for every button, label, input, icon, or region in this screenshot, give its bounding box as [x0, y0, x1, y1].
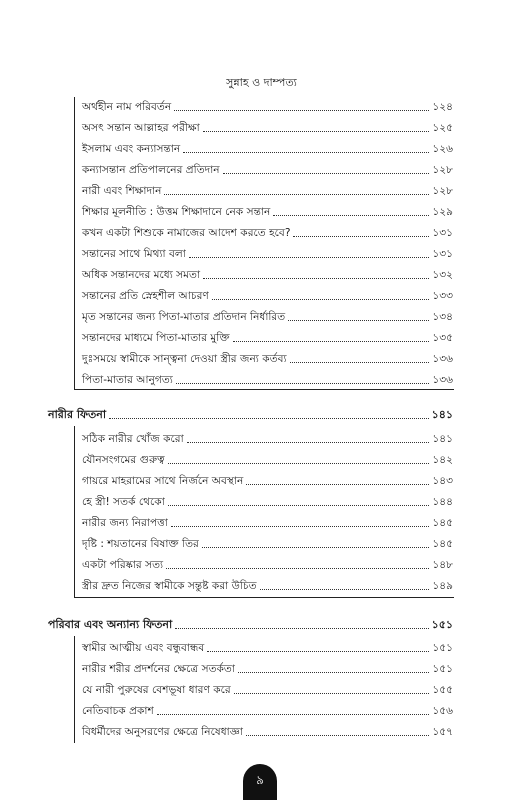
toc-entry-page: ১৫৭ — [432, 726, 453, 738]
dot-leader — [246, 483, 429, 485]
dot-leader — [207, 650, 429, 652]
toc-entry-page: ১৪২ — [432, 454, 453, 466]
toc-entry-page: ১৪৫ — [432, 538, 453, 550]
toc-entry[interactable] — [82, 325, 453, 347]
toc-entry-page: ১২৬ — [432, 143, 453, 155]
dot-leader — [166, 567, 429, 569]
toc-entry[interactable] — [82, 241, 453, 263]
toc-entry[interactable] — [82, 698, 453, 720]
toc-section-title: পরিবার এবং অন্যান্য ফিতনা — [48, 618, 173, 631]
toc-entry-title: সঠিক নারীর খোঁজ করো — [82, 433, 184, 445]
toc-entry-title: স্বামীর আত্মীয় এবং বন্ধুবান্ধব — [82, 642, 205, 654]
toc-entry[interactable] — [82, 426, 453, 448]
toc-entry-page: ১২৮ — [432, 185, 453, 197]
toc-entry-title: পিতা-মাতার আনুগত্য — [82, 374, 173, 386]
dot-leader — [157, 713, 430, 715]
toc-entry-page: ১৩১ — [432, 248, 453, 260]
toc-entry-title: অসৎ সন্তান আল্লাহর পরীক্ষা — [82, 122, 200, 134]
toc-entry-title: অধিক সন্তানদের মধ্যে সমতা — [82, 269, 201, 281]
toc-entry-page: ১৩১ — [432, 227, 453, 239]
toc-entry[interactable] — [82, 635, 453, 657]
dot-leader — [246, 734, 429, 736]
dot-leader — [273, 214, 429, 216]
toc-entry[interactable] — [82, 531, 453, 553]
page-number-tab: ৯ — [243, 764, 277, 800]
dot-leader — [238, 671, 429, 673]
toc-entry-page: ১৪৯ — [432, 580, 453, 592]
group1-bottom-line — [74, 389, 454, 390]
dot-leader — [233, 340, 430, 342]
dot-leader — [187, 441, 430, 443]
toc-entry-title: সন্তানের সাথে মিথ্যা বলা — [82, 248, 186, 260]
dot-leader — [293, 235, 429, 237]
toc-entry-title: বিধর্মীদের অনুসরণের ক্ষেত্রে নিষেধাজ্ঞা — [82, 726, 243, 738]
toc-entry-title: নেতিবাচক প্রকাশ — [82, 705, 154, 717]
toc-entry-page: ১২৯ — [432, 206, 453, 218]
toc-entry-page: ১৪১ — [432, 433, 453, 445]
toc-entry-title: শিক্ষার মূলনীতি : উত্তম শিক্ষাদানে নেক সন্তান — [82, 206, 271, 218]
toc-entry[interactable] — [82, 262, 453, 284]
dot-leader — [260, 588, 430, 590]
dot-leader — [202, 546, 430, 548]
toc-entry-page: ১৩৩ — [432, 290, 453, 302]
toc-entry-page: ১৫১ — [432, 663, 453, 675]
dot-leader — [174, 109, 429, 111]
toc-entry-page: ১৪৫ — [432, 517, 453, 529]
running-head: সুন্নাহ ও দাম্পত্য — [226, 76, 297, 89]
toc-entry[interactable] — [82, 447, 453, 469]
dot-leader — [109, 417, 429, 419]
toc-entry[interactable] — [82, 115, 453, 137]
toc-section-page: ১৫১ — [431, 618, 453, 631]
toc-entry[interactable] — [82, 346, 453, 368]
group3-bracket-line — [74, 636, 75, 743]
toc-entry-title: নারীর শরীর প্রদর্শনের ক্ষেত্রে সতর্কতা — [82, 663, 235, 675]
toc-entry[interactable] — [82, 573, 453, 595]
toc-entry-page: ১৩৬ — [432, 374, 453, 386]
group2-bracket-line — [74, 426, 75, 597]
toc-entry[interactable] — [82, 157, 453, 179]
toc-entry-title: নারীর জন্য নিরাপত্তা — [82, 517, 168, 529]
toc-entry[interactable] — [82, 510, 453, 532]
dot-leader — [290, 361, 430, 363]
toc-entry[interactable] — [82, 94, 453, 116]
dot-leader — [164, 193, 429, 195]
toc-entry[interactable] — [82, 199, 453, 221]
dot-leader — [234, 692, 430, 694]
toc-entry-page: ১২৫ — [432, 122, 453, 134]
toc-entry-page: ১৪৪ — [432, 496, 453, 508]
toc-entry-page: ১৩২ — [432, 269, 453, 281]
toc-entry-page: ১৩৬ — [432, 353, 453, 365]
toc-entry-title: গায়রে মাহরামের সাথে নির্জনে অবস্থান — [82, 475, 244, 487]
toc-entry[interactable] — [82, 220, 453, 242]
toc-entry[interactable] — [82, 178, 453, 200]
toc-entry-title: কখন একটা শিশুকে নামাজের আদেশ করতে হবে? — [82, 227, 291, 239]
toc-entry-title: স্ত্রীর দ্রুত নিজের স্বামীকে সন্তুষ্ট করা উচিত — [82, 580, 257, 592]
dot-leader — [189, 256, 430, 258]
toc-entry-page: ১২৪ — [432, 101, 453, 113]
toc-entry-title: নারী এবং শিক্ষাদান — [82, 185, 162, 197]
toc-entry-page: ১৪৮ — [432, 559, 453, 571]
toc-entry[interactable] — [82, 656, 453, 678]
toc-entry-title: একটা পরিষ্কার সত্য — [82, 559, 164, 571]
toc-entry-page: ১৫৫ — [432, 684, 453, 696]
toc-entry-title: দুঃসময়ে স্বামীকে সান্ত্বনা দেওয়া স্ত্রীর জন্য কর্তব্য — [82, 353, 287, 365]
toc-section-title: নারীর ফিতনা — [48, 408, 107, 421]
dot-leader — [288, 319, 429, 321]
toc-entry-page: ১৪৩ — [432, 475, 453, 487]
toc-entry[interactable] — [82, 468, 453, 490]
group2-bottom-line — [74, 597, 454, 598]
toc-entry-title: যে নারী পুরুষের বেশভূষা ধারণ করে — [82, 684, 231, 696]
toc-entry[interactable] — [82, 136, 453, 158]
toc-entry[interactable] — [82, 304, 453, 326]
toc-entry-title: অর্থহীন নাম পরিবর্তন — [82, 101, 172, 113]
toc-entry[interactable] — [82, 367, 453, 389]
dot-leader — [168, 462, 430, 464]
toc-entry-title: ইসলাম এবং কন্যাসন্তান — [82, 143, 181, 155]
dot-leader — [212, 298, 430, 300]
toc-section-heading[interactable] — [48, 612, 453, 634]
toc-entry[interactable] — [82, 283, 453, 305]
toc-entry-title: সন্তানদের মাধ্যমে পিতা-মাতার মুক্তি — [82, 332, 230, 344]
toc-entry-page: ১২৮ — [432, 164, 453, 176]
toc-entry-title: মৃত সন্তানের জন্য পিতা-মাতার প্রতিদান নির্ধারিত — [82, 311, 286, 323]
toc-entry[interactable] — [82, 677, 453, 699]
toc-entry[interactable] — [82, 489, 453, 511]
toc-entry-title: হে স্ত্রী! সতর্ক থেকো — [82, 496, 165, 508]
toc-section-heading[interactable] — [48, 402, 453, 424]
dot-leader — [168, 504, 430, 506]
toc-entry-page: ১৩৫ — [432, 332, 453, 344]
group1-bracket-line — [74, 97, 75, 389]
toc-entry-page: ১৫১ — [432, 642, 453, 654]
dot-leader — [171, 525, 430, 527]
dot-leader — [183, 151, 429, 153]
dot-leader — [203, 130, 430, 132]
toc-entry[interactable] — [82, 552, 453, 574]
toc-entry-title: যৌনসংগমের গুরুত্ব — [82, 454, 165, 466]
dot-leader — [223, 172, 430, 174]
toc-entry-title: দৃষ্টি : শয়তানের বিষাক্ত তির — [82, 538, 199, 550]
toc-entry-page: ১৫৬ — [432, 705, 453, 717]
toc-entry-title: সন্তানের প্রতি স্নেহশীল আচরণ — [82, 290, 209, 302]
dot-leader — [175, 627, 428, 629]
toc-entry[interactable] — [82, 719, 453, 741]
dot-leader — [176, 382, 429, 384]
toc-section-page: ১৪১ — [431, 408, 453, 421]
dot-leader — [203, 277, 429, 279]
toc-entry-page: ১৩৪ — [432, 311, 453, 323]
toc-entry-title: কন্যাসন্তান প্রতিপালনের প্রতিদান — [82, 164, 220, 176]
